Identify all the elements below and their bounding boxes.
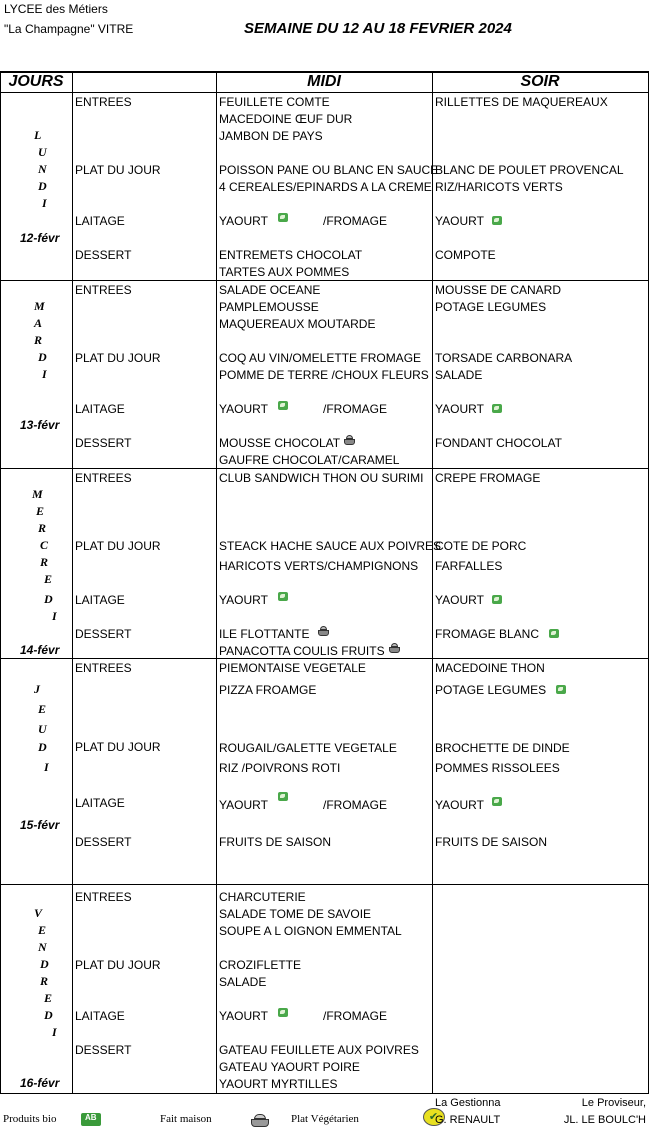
day-separator (0, 884, 649, 885)
midi-dessert: YAOURT MYRTILLES (219, 1077, 338, 1091)
soir-entree: RILLETTES DE MAQUEREAUX (435, 95, 608, 109)
day-letter: E (44, 991, 53, 1005)
day-letter: U (38, 145, 47, 159)
label-dessert: DESSERT (75, 835, 132, 849)
soir-plat: TORSADE CARBONARA (435, 351, 573, 365)
day-letter: D (38, 350, 47, 364)
midi-dessert (219, 626, 330, 643)
day-letter: A (34, 316, 43, 330)
day-letter: D (38, 179, 47, 193)
label-plat: PLAT DU JOUR (75, 740, 161, 754)
midi-dessert: TARTES AUX POMMES (219, 265, 350, 279)
label-laitage: LAITAGE (75, 593, 125, 607)
fait-maison-icon (317, 626, 330, 636)
day-letter: I (44, 760, 49, 774)
midi-laitage (219, 1008, 288, 1025)
soir-dessert: COMPOTE (435, 248, 496, 262)
bio-icon (81, 1113, 101, 1126)
col-header-jours: JOURS (8, 73, 64, 90)
midi-entree: PAMPLEMOUSSE (219, 300, 319, 314)
gestionnaire-title: La Gestionna (435, 1097, 501, 1109)
soir-plat: COTE DE PORC (435, 539, 527, 553)
soir-plat: FARFALLES (435, 559, 503, 573)
midi-dessert: ENTREMETS CHOCOLAT (219, 248, 363, 262)
col-divider-jours (72, 71, 73, 1093)
soir-dessert: FRUITS DE SAISON (435, 835, 548, 849)
laitage-text: YAOURT (435, 593, 484, 607)
midi-entree: SALADE TOME DE SAVOIE (219, 907, 372, 921)
midi-plat: POISSON PANE OU BLANC EN SAUCE (219, 163, 439, 177)
soir-plat: RIZ/HARICOTS VERTS (435, 180, 563, 194)
day-letter: D (38, 740, 47, 754)
soir-laitage (435, 592, 502, 609)
midi-plat: 4 CEREALES/EPINARDS A LA CREME (219, 180, 432, 194)
soir-dessert (435, 626, 559, 643)
midi-entree: SALADE OCEANE (219, 283, 321, 297)
bio-icon (278, 401, 288, 410)
midi-laitage-alt: /FROMAGE (323, 214, 388, 228)
midi-dessert: FRUITS DE SAISON (219, 835, 332, 849)
laitage-text: YAOURT (219, 798, 268, 812)
midi-laitage (219, 213, 288, 230)
soir-plat: BLANC DE POULET PROVENCAL (435, 163, 624, 177)
midi-plat: CROZIFLETTE (219, 958, 302, 972)
midi-dessert (219, 643, 401, 660)
day-date: 16-févr (20, 1076, 60, 1090)
midi-laitage-alt: /FROMAGE (323, 798, 388, 812)
soir-dessert: FONDANT CHOCOLAT (435, 436, 562, 450)
soir-laitage (435, 797, 502, 814)
midi-entree: PIEMONTAISE VEGETALE (219, 661, 366, 675)
fait-maison-icon (343, 435, 356, 445)
day-letter: R (40, 974, 49, 988)
midi-dessert: GATEAU YAOURT POIRE (219, 1060, 360, 1074)
bio-icon (278, 1008, 288, 1017)
soir-entree: MACEDOINE THON (435, 661, 545, 675)
soir-entree (435, 682, 566, 699)
label-laitage: LAITAGE (75, 796, 125, 810)
label-laitage: LAITAGE (75, 214, 125, 228)
bio-icon (549, 629, 559, 638)
midi-entree: JAMBON DE PAYS (219, 129, 323, 143)
label-plat: PLAT DU JOUR (75, 351, 161, 365)
day-letter: D (44, 1008, 53, 1022)
label-plat: PLAT DU JOUR (75, 163, 161, 177)
legend-bio-label: Produits bio (3, 1113, 57, 1125)
fait-maison-icon (249, 1113, 271, 1127)
midi-entree: CHARCUTERIE (219, 890, 306, 904)
bio-icon (278, 213, 288, 222)
day-letter: E (38, 702, 47, 716)
table-left-border (0, 71, 1, 1093)
midi-plat: ROUGAIL/GALETTE VEGETALE (219, 741, 397, 755)
day-letter: R (34, 333, 43, 347)
dessert-text: MOUSSE CHOCOLAT (219, 436, 341, 450)
day-letter: M (32, 487, 43, 501)
soir-entree: POTAGE LEGUMES (435, 300, 547, 314)
day-letter: N (38, 162, 47, 176)
day-letter: I (42, 367, 47, 381)
page-title: SEMAINE DU 12 AU 18 FEVRIER 2024 (244, 20, 512, 37)
midi-entree: FEUILLETE COMTE (219, 95, 330, 109)
midi-plat: SALADE (219, 975, 267, 989)
laitage-text: YAOURT (219, 214, 268, 228)
day-letter: E (38, 923, 47, 937)
legend-fait-maison-label: Fait maison (160, 1113, 212, 1125)
soir-entree: MOUSSE DE CANARD (435, 283, 562, 297)
label-plat: PLAT DU JOUR (75, 539, 161, 553)
col-divider-labels (216, 71, 217, 1093)
midi-dessert: GATEAU FEUILLETE AUX POIVRES (219, 1043, 419, 1057)
day-letter: E (44, 572, 53, 586)
bio-icon (278, 592, 288, 601)
midi-entree: MACEDOINE ŒUF DUR (219, 112, 353, 126)
day-date: 14-févr (20, 643, 60, 657)
soir-plat: BROCHETTE DE DINDE (435, 741, 570, 755)
day-letter: M (34, 299, 45, 313)
header-bottom-border (0, 92, 649, 93)
day-date: 13-févr (20, 418, 60, 432)
school-name: LYCEE des Métiers (4, 2, 108, 16)
legend-vegetarien-label: Plat Végétarien (291, 1113, 359, 1125)
label-plat: PLAT DU JOUR (75, 958, 161, 972)
day-letter: I (52, 1025, 57, 1039)
midi-laitage (219, 592, 288, 609)
proviseur-name: JL. LE BOULC'H (563, 1114, 646, 1126)
midi-laitage-alt: /FROMAGE (323, 1009, 388, 1023)
day-date: 15-févr (20, 818, 60, 832)
day-letter: V (34, 906, 43, 920)
day-letter: C (40, 538, 49, 552)
day-letter: D (44, 592, 53, 606)
day-letter: L (34, 128, 42, 142)
day-letter: I (52, 609, 57, 623)
midi-plat: HARICOTS VERTS/CHAMPIGNONS (219, 559, 419, 573)
day-letter: R (38, 521, 47, 535)
day-letter: U (38, 722, 47, 736)
label-dessert: DESSERT (75, 436, 132, 450)
label-laitage: LAITAGE (75, 1009, 125, 1023)
day-letter: I (42, 196, 47, 210)
day-letter: N (38, 940, 47, 954)
label-dessert: DESSERT (75, 627, 132, 641)
bio-icon (278, 792, 288, 801)
label-entrees: ENTREES (75, 95, 132, 109)
day-letter: D (40, 957, 49, 971)
day-date: 12-févr (20, 231, 60, 245)
soir-laitage (435, 401, 502, 418)
label-entrees: ENTREES (75, 471, 132, 485)
col-header-soir: SOIR (520, 73, 560, 90)
day-letter: R (40, 555, 49, 569)
laitage-text: YAOURT (219, 402, 268, 416)
label-entrees: ENTREES (75, 661, 132, 675)
table-bottom-border (0, 1093, 649, 1094)
midi-entree: SOUPE A L OIGNON EMMENTAL (219, 924, 402, 938)
midi-plat: RIZ /POIVRONS ROTI (219, 761, 341, 775)
label-dessert: DESSERT (75, 248, 132, 262)
fait-maison-icon (388, 643, 401, 653)
midi-dessert (219, 435, 356, 452)
soir-plat: POMMES RISSOLEES (435, 761, 560, 775)
bio-icon (492, 404, 502, 413)
midi-entree: CLUB SANDWICH THON OU SURIMI (219, 471, 424, 485)
midi-laitage (219, 797, 288, 814)
soir-plat: SALADE (435, 368, 483, 382)
laitage-text: YAOURT (435, 798, 484, 812)
bio-icon (492, 595, 502, 604)
laitage-text: YAOURT (435, 214, 484, 228)
col-divider-midi (432, 71, 433, 1093)
entree-text: POTAGE LEGUMES (435, 683, 547, 697)
midi-plat: COQ AU VIN/OMELETTE FROMAGE (219, 351, 422, 365)
dessert-text: ILE FLOTTANTE (219, 627, 310, 641)
midi-dessert: GAUFRE CHOCOLAT/CARAMEL (219, 453, 400, 467)
dessert-text: PANACOTTA COULIS FRUITS (219, 644, 385, 658)
midi-entree: MAQUEREAUX MOUTARDE (219, 317, 376, 331)
gestionnaire-name: G. RENAULT (435, 1114, 501, 1126)
soir-entree: CREPE FROMAGE (435, 471, 541, 485)
label-laitage: LAITAGE (75, 402, 125, 416)
label-dessert: DESSERT (75, 1043, 132, 1057)
label-entrees: ENTREES (75, 283, 132, 297)
col-header-midi: MIDI (307, 73, 341, 90)
label-entrees: ENTREES (75, 890, 132, 904)
laitage-text: YAOURT (435, 402, 484, 416)
bio-icon (556, 685, 566, 694)
midi-laitage-alt: /FROMAGE (323, 402, 388, 416)
midi-entree: PIZZA FROAMGE (219, 683, 317, 697)
day-letter: E (36, 504, 45, 518)
dessert-text: FROMAGE BLANC (435, 627, 540, 641)
bio-icon (492, 797, 502, 806)
laitage-text: YAOURT (219, 593, 268, 607)
day-letter: J (34, 682, 40, 696)
bio-icon (492, 216, 502, 225)
school-location: "La Champagne" VITRE (4, 22, 134, 36)
soir-laitage (435, 213, 502, 230)
proviseur-title: Le Proviseur, (581, 1097, 646, 1109)
laitage-text: YAOURT (219, 1009, 268, 1023)
midi-plat: STEACK HACHE SAUCE AUX POIVRES (219, 539, 442, 553)
midi-laitage (219, 401, 288, 418)
midi-plat: POMME DE TERRE /CHOUX FLEURS (219, 368, 429, 382)
